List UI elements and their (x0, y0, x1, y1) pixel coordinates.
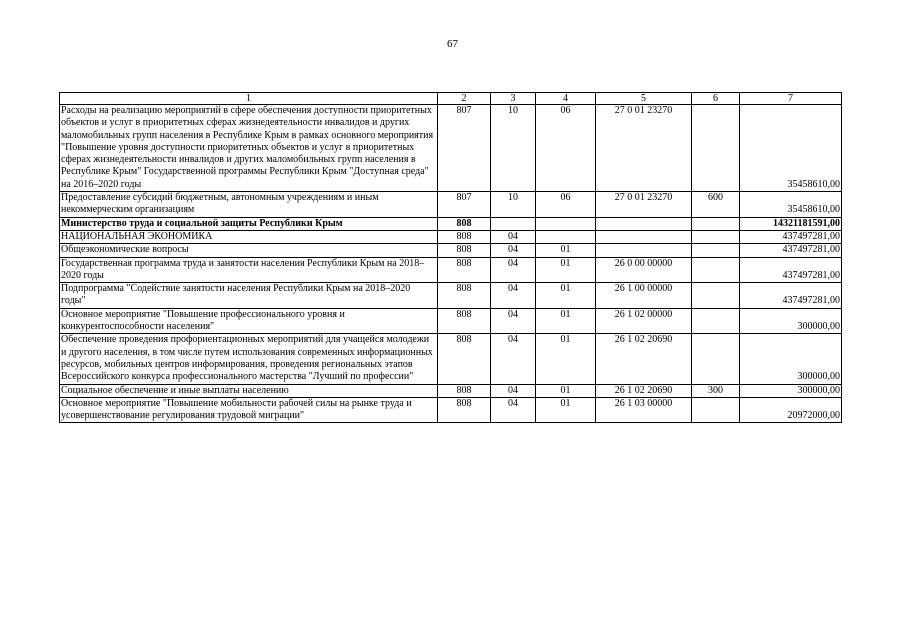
row-amount-cell: 300000,00 (740, 384, 842, 397)
row-amount-cell: 35458610,00 (740, 105, 842, 192)
row-name-cell: Расходы на реализацию мероприятий в сфере обеспечения доступности приоритетных объектов и услуг в приоритетных сферах жизнедеятельности инвалидов и других маломобильных групп населения в Республике Крым в рамках основного мероприятия "Повышение уровня доступности приоритетных объектов и услуг в приоритетных сферах жизнедеятельности инвалидов и других маломобильных групп населения в Республике Крым" Государственной программы Республики Крым "Доступная среда" на 2016–2020 годы (60, 105, 438, 192)
header-cell-amount: 7 (740, 93, 842, 105)
row-subsection-cell: 01 (536, 257, 596, 283)
row-target-cell: 27 0 01 23270 (596, 192, 692, 218)
row-name-cell: Обеспечение проведения профориентационных мероприятий для учащейся молодежи и другого населения, в том числе путем использования современных информационных ресурсов, мобильных центров информирования, проведения региональных этапов Всероссийского конкурса профессионального мастерства "Лучший по профессии" (60, 334, 438, 384)
row-section-cell: 04 (491, 308, 536, 334)
row-ministry-cell: 808 (438, 283, 491, 309)
table-header-row (60, 93, 842, 105)
row-expense-type-cell: 300 (692, 384, 740, 397)
table-row (60, 257, 842, 283)
row-subsection-cell (536, 230, 596, 243)
row-name-cell: Социальное обеспечение и иные выплаты населению (60, 384, 438, 397)
row-amount-cell: 437497281,00 (740, 257, 842, 283)
row-ministry-cell: 808 (438, 384, 491, 397)
row-name-cell: НАЦИОНАЛЬНАЯ ЭКОНОМИКА (60, 230, 438, 243)
row-ministry-cell: 807 (438, 105, 491, 192)
row-expense-type-cell (692, 308, 740, 334)
row-target-cell (596, 217, 692, 230)
row-amount-cell: 437497281,00 (740, 230, 842, 243)
row-target-cell: 26 0 00 00000 (596, 257, 692, 283)
budget-table (59, 92, 842, 423)
table-row (60, 105, 842, 192)
row-target-cell: 26 1 02 20690 (596, 334, 692, 384)
row-section-cell: 10 (491, 192, 536, 218)
row-amount-cell: 300000,00 (740, 308, 842, 334)
page-number: 67 (447, 38, 458, 50)
header-cell-ministry: 2 (438, 93, 491, 105)
row-target-cell: 26 1 00 00000 (596, 283, 692, 309)
row-name-cell: Общеэкономические вопросы (60, 244, 438, 257)
row-target-cell: 26 1 02 20690 (596, 384, 692, 397)
row-ministry-cell: 808 (438, 397, 491, 423)
table-row (60, 308, 842, 334)
row-name-cell: Предоставление субсидий бюджетным, автономным учреждениям и иным некоммерческим организациям (60, 192, 438, 218)
header-cell-subsection: 4 (536, 93, 596, 105)
row-subsection-cell: 06 (536, 192, 596, 218)
row-target-cell (596, 244, 692, 257)
row-section-cell: 04 (491, 334, 536, 384)
row-subsection-cell: 01 (536, 283, 596, 309)
row-name-cell: Государственная программа труда и занятости населения Республики Крым на 2018–2020 годы (60, 257, 438, 283)
header-cell-expense-type: 6 (692, 93, 740, 105)
table-row (60, 397, 842, 423)
row-amount-cell: 300000,00 (740, 334, 842, 384)
row-expense-type-cell (692, 244, 740, 257)
table-row (60, 334, 842, 384)
row-subsection-cell: 01 (536, 308, 596, 334)
row-ministry-cell: 808 (438, 230, 491, 243)
row-ministry-cell: 808 (438, 334, 491, 384)
row-name-cell: Основное мероприятие "Повышение мобильности рабочей силы на рынке труда и усовершенствование регулирования трудовой миграции" (60, 397, 438, 423)
header-cell-target: 5 (596, 93, 692, 105)
table-row (60, 230, 842, 243)
row-name-cell: Подпрограмма "Содействие занятости населения Республики Крым на 2018–2020 годы" (60, 283, 438, 309)
row-expense-type-cell (692, 334, 740, 384)
row-subsection-cell: 01 (536, 384, 596, 397)
row-expense-type-cell (692, 230, 740, 243)
row-ministry-cell: 808 (438, 217, 491, 230)
row-subsection-cell: 06 (536, 105, 596, 192)
row-section-cell: 04 (491, 244, 536, 257)
table-row (60, 384, 842, 397)
row-section-cell: 04 (491, 283, 536, 309)
row-ministry-cell: 808 (438, 257, 491, 283)
table-row (60, 192, 842, 218)
row-ministry-cell: 808 (438, 308, 491, 334)
table-row (60, 217, 842, 230)
row-amount-cell: 35458610,00 (740, 192, 842, 218)
row-amount-cell: 20972000,00 (740, 397, 842, 423)
row-section-cell: 04 (491, 257, 536, 283)
row-section-cell (491, 217, 536, 230)
row-name-cell: Основное мероприятие "Повышение профессионального уровня и конкурентоспособности населения" (60, 308, 438, 334)
row-subsection-cell: 01 (536, 397, 596, 423)
row-subsection-cell (536, 217, 596, 230)
row-section-cell: 04 (491, 397, 536, 423)
row-section-cell: 04 (491, 384, 536, 397)
table-body (60, 93, 842, 423)
row-subsection-cell: 01 (536, 334, 596, 384)
row-target-cell (596, 230, 692, 243)
row-expense-type-cell (692, 397, 740, 423)
row-amount-cell: 14321181591,00 (740, 217, 842, 230)
table-row (60, 244, 842, 257)
row-expense-type-cell: 600 (692, 192, 740, 218)
row-amount-cell: 437497281,00 (740, 283, 842, 309)
row-name-cell: Министерство труда и социальной защиты Республики Крым (60, 217, 438, 230)
row-section-cell: 04 (491, 230, 536, 243)
row-expense-type-cell (692, 105, 740, 192)
header-cell-section: 3 (491, 93, 536, 105)
table-row (60, 283, 842, 309)
row-target-cell: 27 0 01 23270 (596, 105, 692, 192)
row-ministry-cell: 808 (438, 244, 491, 257)
row-expense-type-cell (692, 257, 740, 283)
row-subsection-cell: 01 (536, 244, 596, 257)
row-expense-type-cell (692, 217, 740, 230)
row-target-cell: 26 1 03 00000 (596, 397, 692, 423)
row-target-cell: 26 1 02 00000 (596, 308, 692, 334)
row-ministry-cell: 807 (438, 192, 491, 218)
row-amount-cell: 437497281,00 (740, 244, 842, 257)
header-cell-name: 1 (60, 93, 438, 105)
row-expense-type-cell (692, 283, 740, 309)
row-section-cell: 10 (491, 105, 536, 192)
